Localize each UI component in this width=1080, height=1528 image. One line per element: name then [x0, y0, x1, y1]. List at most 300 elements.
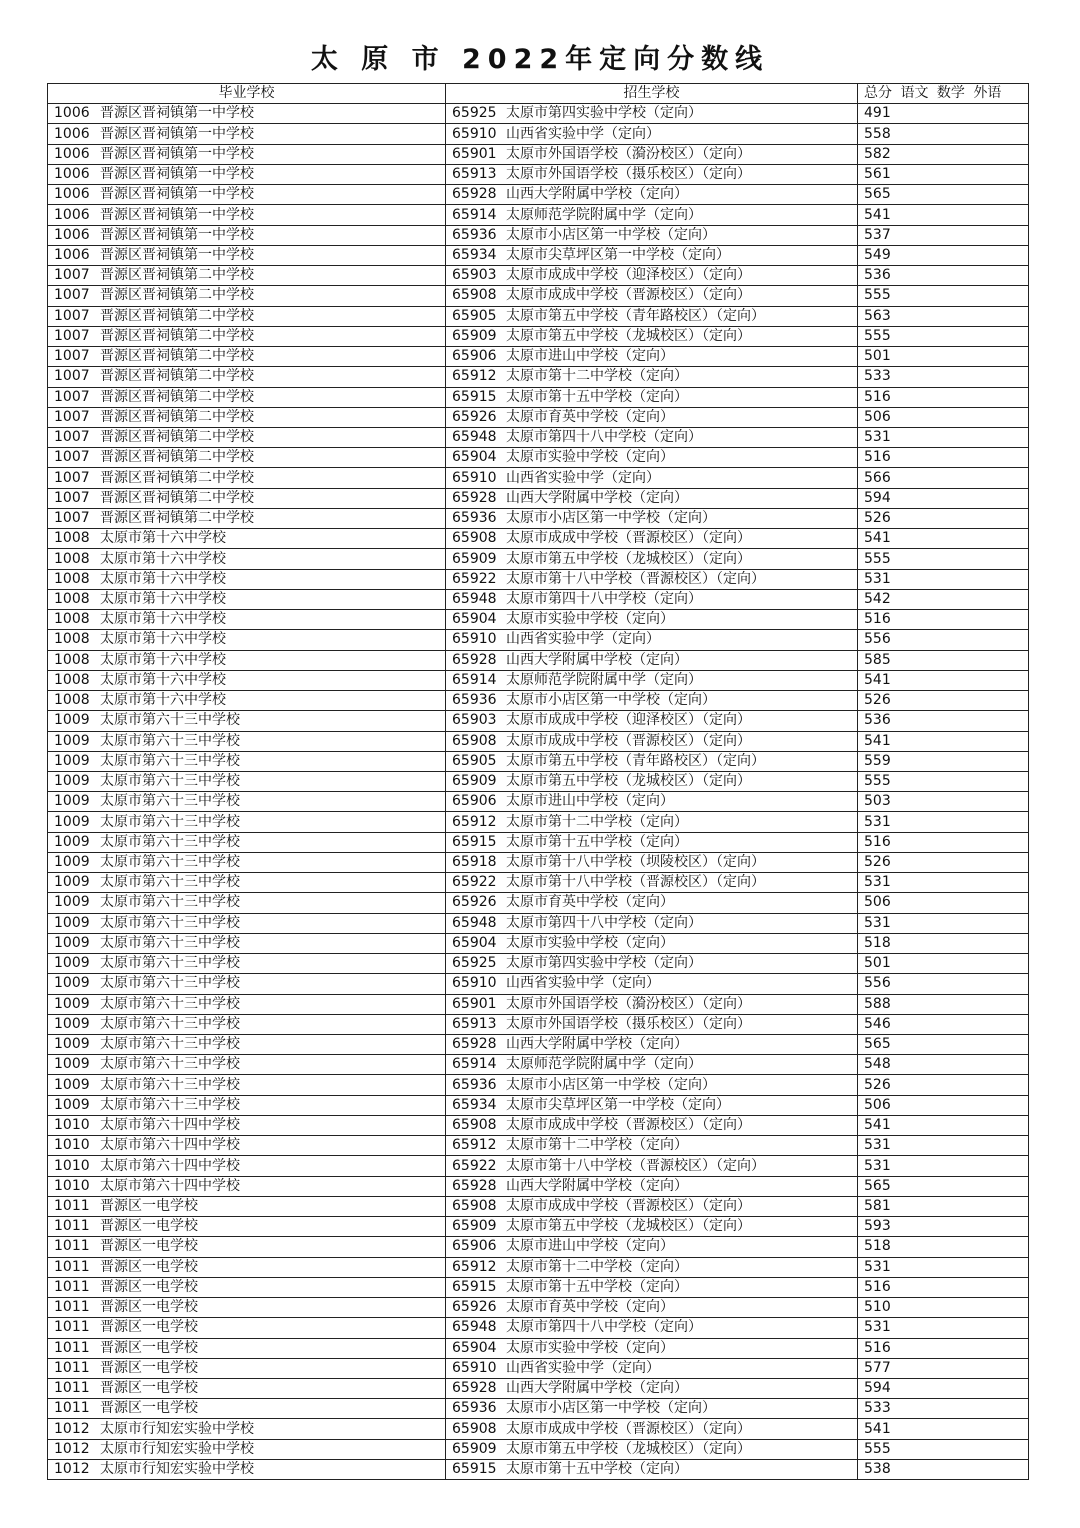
graduation-school-code: 1007 [54, 287, 90, 304]
admission-school-name: 太原市第四十八中学校（定向） [506, 590, 702, 607]
admission-school-name: 太原师范学院附属中学（定向） [506, 1056, 702, 1073]
total-score-cell: 516 [858, 610, 1029, 630]
graduation-school-name: 晋源区晋祠镇第二中学校 [100, 510, 254, 527]
graduation-school-cell [48, 630, 446, 650]
table-row [48, 448, 1029, 468]
total-score-cell: 541 [858, 529, 1029, 549]
admission-school-code: 65928 [452, 651, 497, 668]
graduation-school-code: 1006 [54, 166, 90, 183]
admission-school-cell [446, 711, 858, 731]
total-score-cell: 565 [858, 185, 1029, 205]
graduation-school-cell [48, 286, 446, 306]
graduation-school-name: 太原市第六十三中学校 [100, 793, 240, 810]
admission-school-code: 65925 [452, 955, 497, 972]
graduation-school-code: 1006 [54, 246, 90, 263]
total-score-cell: 518 [858, 933, 1029, 953]
graduation-school-name: 晋源区晋祠镇第二中学校 [100, 489, 254, 506]
total-score-cell: 549 [858, 245, 1029, 265]
graduation-school-cell [48, 205, 446, 225]
admission-school-code: 65922 [452, 874, 497, 891]
graduation-school-code: 1009 [54, 793, 90, 810]
table-body [48, 104, 1029, 1480]
total-score-cell: 531 [858, 873, 1029, 893]
total-score-cell: 561 [858, 164, 1029, 184]
table-row [48, 367, 1029, 387]
table-row [48, 185, 1029, 205]
admission-school-cell [446, 873, 858, 893]
admission-school-cell [446, 1358, 858, 1378]
admission-school-cell [446, 1379, 858, 1399]
total-score-cell: 506 [858, 407, 1029, 427]
table-row [48, 1156, 1029, 1176]
admission-school-code: 65909 [452, 1218, 497, 1235]
admission-school-code: 65936 [452, 1400, 497, 1417]
graduation-school-code: 1007 [54, 348, 90, 365]
graduation-school-cell [48, 529, 446, 549]
table-row [48, 1196, 1029, 1216]
graduation-school-cell [48, 1379, 446, 1399]
table-row [48, 711, 1029, 731]
graduation-school-code: 1012 [54, 1461, 90, 1478]
graduation-school-name: 晋源区一电学校 [100, 1218, 198, 1235]
graduation-school-cell [48, 670, 446, 690]
total-score-cell: 541 [858, 1115, 1029, 1135]
admission-school-code: 65948 [452, 914, 497, 931]
graduation-school-name: 晋源区一电学校 [100, 1198, 198, 1214]
total-score-cell: 516 [858, 387, 1029, 407]
graduation-school-code: 1008 [54, 631, 90, 648]
table-row [48, 266, 1029, 286]
admission-school-code: 65906 [452, 793, 497, 810]
graduation-school-name: 晋源区晋祠镇第一中学校 [100, 186, 254, 203]
graduation-school-name: 太原市第六十三中学校 [100, 813, 240, 830]
admission-school-cell [446, 1115, 858, 1135]
graduation-school-code: 1007 [54, 388, 90, 405]
admission-school-code: 65910 [452, 125, 497, 142]
admission-school-name: 太原市成成中学校（晋源校区）（定向） [506, 732, 751, 749]
graduation-school-name: 太原市行知宏实验中学校 [100, 1440, 254, 1457]
admission-school-cell [446, 124, 858, 144]
graduation-school-code: 1007 [54, 449, 90, 466]
total-score-cell: 548 [858, 1055, 1029, 1075]
admission-school-cell [446, 1156, 858, 1176]
graduation-school-cell [48, 1318, 446, 1338]
admission-school-cell [446, 1035, 858, 1055]
table-row [48, 873, 1029, 893]
admission-school-name: 太原市外国语学校（摄乐校区）（定向） [506, 1015, 751, 1032]
graduation-school-code: 1008 [54, 611, 90, 628]
admission-school-name: 太原市成成中学校（晋源校区）（定向） [506, 1198, 751, 1214]
graduation-school-name: 太原市第六十三中学校 [100, 914, 240, 931]
total-score-cell: 531 [858, 1136, 1029, 1156]
total-score-cell: 593 [858, 1217, 1029, 1237]
admission-school-cell [446, 326, 858, 346]
admission-school-code: 65928 [452, 1177, 497, 1194]
admission-school-name: 山西省实验中学（定向） [506, 1359, 660, 1376]
table-row [48, 407, 1029, 427]
admission-school-cell [446, 1318, 858, 1338]
graduation-school-name: 晋源区一电学校 [100, 1380, 198, 1397]
table-row [48, 286, 1029, 306]
graduation-school-code: 1008 [54, 590, 90, 607]
table-row [48, 1298, 1029, 1318]
graduation-school-cell [48, 1459, 446, 1479]
table-row [48, 1338, 1029, 1358]
graduation-school-code: 1011 [54, 1258, 90, 1275]
admission-school-code: 65918 [452, 854, 497, 871]
graduation-school-code: 1009 [54, 854, 90, 871]
graduation-school-name: 太原市第十六中学校 [100, 692, 226, 709]
graduation-school-code: 1011 [54, 1319, 90, 1336]
table-row [48, 144, 1029, 164]
table-row [48, 306, 1029, 326]
table-row [48, 933, 1029, 953]
graduation-school-name: 晋源区晋祠镇第二中学校 [100, 388, 254, 405]
admission-school-name: 太原市成成中学校（晋源校区）（定向） [506, 530, 751, 547]
admission-school-code: 65948 [452, 590, 497, 607]
admission-school-code: 65906 [452, 1238, 497, 1255]
table-row [48, 1095, 1029, 1115]
admission-school-name: 太原市第五中学校（青年路校区）（定向） [506, 752, 765, 769]
admission-school-code: 65948 [452, 1319, 497, 1336]
graduation-school-name: 晋源区晋祠镇第二中学校 [100, 307, 254, 324]
total-score-cell: 531 [858, 1318, 1029, 1338]
graduation-school-code: 1009 [54, 975, 90, 992]
graduation-school-cell [48, 974, 446, 994]
total-score-cell: 565 [858, 1176, 1029, 1196]
table-row [48, 1399, 1029, 1419]
table-row [48, 1439, 1029, 1459]
table-row [48, 1237, 1029, 1257]
graduation-school-cell [48, 1176, 446, 1196]
admission-school-name: 太原市成成中学校（迎泽校区）（定向） [506, 712, 751, 729]
graduation-school-name: 太原市第六十四中学校 [100, 1177, 240, 1194]
admission-school-name: 太原市第十二中学校（定向） [506, 813, 688, 830]
graduation-school-cell [48, 266, 446, 286]
admission-school-code: 65910 [452, 975, 497, 992]
graduation-school-code: 1012 [54, 1420, 90, 1437]
admission-school-code: 65915 [452, 388, 497, 405]
graduation-school-name: 太原市第十六中学校 [100, 611, 226, 628]
graduation-school-cell [48, 347, 446, 367]
admission-school-cell [446, 1399, 858, 1419]
graduation-school-name: 太原市第六十三中学校 [100, 1096, 240, 1113]
graduation-school-code: 1008 [54, 550, 90, 567]
admission-school-code: 65912 [452, 813, 497, 830]
table-row [48, 1318, 1029, 1338]
table-row [48, 852, 1029, 872]
table-row [48, 812, 1029, 832]
table-row [48, 1277, 1029, 1297]
admission-school-name: 太原市实验中学校（定向） [506, 934, 674, 951]
graduation-school-cell [48, 691, 446, 711]
total-score-cell: 501 [858, 347, 1029, 367]
graduation-school-cell [48, 852, 446, 872]
total-score-cell: 566 [858, 468, 1029, 488]
graduation-school-name: 晋源区一电学校 [100, 1278, 198, 1295]
total-score-cell: 537 [858, 225, 1029, 245]
total-score-cell: 541 [858, 1419, 1029, 1439]
admission-school-cell [446, 1055, 858, 1075]
admission-school-cell [446, 1419, 858, 1439]
graduation-school-cell [48, 367, 446, 387]
graduation-school-code: 1007 [54, 469, 90, 486]
graduation-school-code: 1011 [54, 1238, 90, 1255]
table-row [48, 104, 1029, 124]
admission-school-name: 太原市育英中学校（定向） [506, 408, 674, 425]
graduation-school-code: 1010 [54, 1177, 90, 1194]
admission-school-cell [446, 913, 858, 933]
admission-school-name: 太原市外国语学校（摄乐校区）（定向） [506, 166, 751, 183]
graduation-school-name: 太原市第六十三中学校 [100, 934, 240, 951]
admission-school-name: 山西省实验中学（定向） [506, 975, 660, 992]
admission-school-code: 65914 [452, 206, 497, 223]
admission-school-code: 65922 [452, 1157, 497, 1174]
admission-school-cell [446, 1217, 858, 1237]
graduation-school-code: 1009 [54, 732, 90, 749]
table-row [48, 1115, 1029, 1135]
graduation-school-name: 太原市第六十三中学校 [100, 874, 240, 891]
graduation-school-cell [48, 913, 446, 933]
admission-school-cell [446, 1014, 858, 1034]
admission-school-code: 65926 [452, 408, 497, 425]
table-row [48, 1075, 1029, 1095]
graduation-school-cell [48, 1419, 446, 1439]
graduation-school-name: 晋源区晋祠镇第一中学校 [100, 206, 254, 223]
admission-school-cell [446, 893, 858, 913]
graduation-school-name: 太原市第十六中学校 [100, 590, 226, 607]
admission-school-code: 65913 [452, 166, 497, 183]
graduation-school-cell [48, 1136, 446, 1156]
admission-school-code: 65908 [452, 732, 497, 749]
graduation-school-name: 晋源区晋祠镇第二中学校 [100, 327, 254, 344]
graduation-school-name: 太原市第六十三中学校 [100, 773, 240, 790]
graduation-school-code: 1008 [54, 651, 90, 668]
admission-school-code: 65903 [452, 712, 497, 729]
graduation-school-name: 太原市第六十三中学校 [100, 1015, 240, 1032]
admission-school-name: 山西大学附属中学校（定向） [506, 651, 688, 668]
table-row [48, 1014, 1029, 1034]
admission-school-code: 65936 [452, 692, 497, 709]
admission-school-cell [446, 589, 858, 609]
admission-school-name: 太原市外国语学校（漪汾校区）（定向） [506, 145, 751, 162]
total-score-cell: 555 [858, 1439, 1029, 1459]
graduation-school-name: 太原市第六十三中学校 [100, 1076, 240, 1093]
graduation-school-code: 1011 [54, 1339, 90, 1356]
graduation-school-name: 太原市第六十四中学校 [100, 1117, 240, 1134]
admission-school-name: 太原市第十八中学校（晋源校区）（定向） [506, 570, 765, 587]
graduation-school-name: 太原市行知宏实验中学校 [100, 1420, 254, 1437]
graduation-school-name: 太原市第六十三中学校 [100, 975, 240, 992]
admission-school-cell [446, 1095, 858, 1115]
admission-school-cell [446, 771, 858, 791]
table-row [48, 1358, 1029, 1378]
admission-school-code: 65914 [452, 1056, 497, 1073]
graduation-school-code: 1006 [54, 226, 90, 243]
admission-school-name: 山西大学附属中学校（定向） [506, 489, 688, 506]
total-score-cell: 577 [858, 1358, 1029, 1378]
admission-school-name: 山西省实验中学（定向） [506, 125, 660, 142]
admission-school-name: 太原市第十五中学校（定向） [506, 1278, 688, 1295]
admission-school-name: 太原市小店区第一中学校（定向） [506, 226, 716, 243]
table-row [48, 1459, 1029, 1479]
graduation-school-cell [48, 185, 446, 205]
graduation-school-name: 太原市第十六中学校 [100, 530, 226, 547]
table-row [48, 1035, 1029, 1055]
graduation-school-cell [48, 771, 446, 791]
admission-school-cell [446, 1075, 858, 1095]
graduation-school-name: 晋源区晋祠镇第二中学校 [100, 287, 254, 304]
admission-school-cell [446, 670, 858, 690]
graduation-school-cell [48, 610, 446, 630]
graduation-school-code: 1007 [54, 408, 90, 425]
graduation-school-cell [48, 488, 446, 508]
admission-school-name: 太原市第十八中学校（晋源校区）（定向） [506, 1157, 765, 1174]
admission-school-name: 太原师范学院附属中学（定向） [506, 206, 702, 223]
graduation-school-name: 晋源区晋祠镇第二中学校 [100, 469, 254, 486]
admission-school-code: 65908 [452, 1420, 497, 1437]
total-score-cell: 594 [858, 1379, 1029, 1399]
admission-school-cell [446, 144, 858, 164]
table-row [48, 569, 1029, 589]
admission-school-name: 太原市第四十八中学校（定向） [506, 1319, 702, 1336]
total-score-cell: 559 [858, 751, 1029, 771]
graduation-school-name: 太原市第六十三中学校 [100, 1056, 240, 1073]
total-score-cell: 582 [858, 144, 1029, 164]
graduation-school-code: 1012 [54, 1440, 90, 1457]
admission-school-name: 太原市第四实验中学校（定向） [506, 105, 702, 122]
total-score-cell: 555 [858, 549, 1029, 569]
graduation-school-code: 1010 [54, 1157, 90, 1174]
graduation-school-cell [48, 1358, 446, 1378]
total-score-cell: 516 [858, 448, 1029, 468]
admission-school-code: 65908 [452, 1117, 497, 1134]
graduation-school-code: 1007 [54, 429, 90, 446]
table-row [48, 650, 1029, 670]
table-row [48, 974, 1029, 994]
admission-school-name: 太原市尖草坪区第一中学校（定向） [506, 246, 730, 263]
admission-school-cell [446, 488, 858, 508]
graduation-school-code: 1010 [54, 1137, 90, 1154]
graduation-school-name: 太原市第六十三中学校 [100, 894, 240, 911]
admission-school-cell [446, 1136, 858, 1156]
graduation-school-name: 晋源区一电学校 [100, 1339, 198, 1356]
graduation-school-code: 1008 [54, 671, 90, 688]
graduation-school-name: 晋源区晋祠镇第一中学校 [100, 246, 254, 263]
graduation-school-cell [48, 306, 446, 326]
admission-school-code: 65904 [452, 449, 497, 466]
admission-school-name: 太原市小店区第一中学校（定向） [506, 510, 716, 527]
graduation-school-code: 1007 [54, 267, 90, 284]
graduation-school-code: 1010 [54, 1117, 90, 1134]
total-score-cell: 565 [858, 1035, 1029, 1055]
graduation-school-name: 晋源区晋祠镇第一中学校 [100, 166, 254, 183]
graduation-school-name: 太原市第六十三中学校 [100, 712, 240, 729]
admission-school-code: 65903 [452, 267, 497, 284]
admission-school-code: 65934 [452, 1096, 497, 1113]
admission-school-name: 太原市成成中学校（晋源校区）（定向） [506, 1117, 751, 1134]
admission-school-code: 65948 [452, 429, 497, 446]
total-score-cell: 531 [858, 913, 1029, 933]
graduation-school-name: 晋源区一电学校 [100, 1258, 198, 1275]
header-graduation-school: 毕业学校 [48, 84, 446, 104]
total-score-cell: 526 [858, 1075, 1029, 1095]
table-row [48, 994, 1029, 1014]
graduation-school-name: 晋源区一电学校 [100, 1319, 198, 1336]
admission-school-cell [446, 387, 858, 407]
total-score-cell: 531 [858, 1156, 1029, 1176]
admission-school-code: 65904 [452, 934, 497, 951]
total-score-cell: 516 [858, 832, 1029, 852]
graduation-school-name: 太原市第十六中学校 [100, 570, 226, 587]
graduation-school-code: 1009 [54, 1015, 90, 1032]
admission-school-cell [446, 994, 858, 1014]
admission-school-code: 65901 [452, 995, 497, 1012]
graduation-school-code: 1009 [54, 773, 90, 790]
table-row [48, 1217, 1029, 1237]
table-row [48, 589, 1029, 609]
admission-school-code: 65925 [452, 105, 497, 122]
graduation-school-cell [48, 448, 446, 468]
graduation-school-cell [48, 589, 446, 609]
total-score-cell: 585 [858, 650, 1029, 670]
graduation-school-name: 晋源区晋祠镇第二中学校 [100, 348, 254, 365]
graduation-school-code: 1009 [54, 955, 90, 972]
total-score-cell: 555 [858, 326, 1029, 346]
admission-school-cell [446, 529, 858, 549]
table-row [48, 1055, 1029, 1075]
total-score-cell: 516 [858, 1338, 1029, 1358]
graduation-school-code: 1006 [54, 186, 90, 203]
table-row [48, 832, 1029, 852]
admission-school-cell [446, 245, 858, 265]
table-row [48, 954, 1029, 974]
graduation-school-code: 1011 [54, 1400, 90, 1417]
admission-school-code: 65908 [452, 530, 497, 547]
total-score-cell: 538 [858, 1459, 1029, 1479]
total-score-cell: 546 [858, 1014, 1029, 1034]
admission-school-code: 65922 [452, 570, 497, 587]
admission-school-cell [446, 427, 858, 447]
admission-school-code: 65909 [452, 327, 497, 344]
graduation-school-name: 太原市第六十三中学校 [100, 752, 240, 769]
graduation-school-name: 太原市第六十三中学校 [100, 995, 240, 1012]
graduation-school-cell [48, 387, 446, 407]
admission-school-cell [446, 468, 858, 488]
admission-school-code: 65936 [452, 510, 497, 527]
graduation-school-code: 1009 [54, 833, 90, 850]
graduation-school-code: 1006 [54, 145, 90, 162]
graduation-school-code: 1009 [54, 1096, 90, 1113]
admission-school-code: 65926 [452, 894, 497, 911]
admission-school-name: 太原市成成中学校（迎泽校区）（定向） [506, 267, 751, 284]
table-row [48, 771, 1029, 791]
graduation-school-name: 晋源区晋祠镇第二中学校 [100, 267, 254, 284]
admission-school-code: 65912 [452, 368, 497, 385]
score-table [47, 83, 1029, 1480]
admission-school-name: 太原市进山中学校（定向） [506, 793, 674, 810]
graduation-school-code: 1008 [54, 692, 90, 709]
total-score-cell: 558 [858, 124, 1029, 144]
admission-school-code: 65904 [452, 1339, 497, 1356]
admission-school-code: 65928 [452, 186, 497, 203]
graduation-school-name: 太原市第十六中学校 [100, 671, 226, 688]
admission-school-cell [446, 1439, 858, 1459]
graduation-school-name: 太原市第十六中学校 [100, 631, 226, 648]
graduation-school-cell [48, 1298, 446, 1318]
graduation-school-code: 1006 [54, 125, 90, 142]
admission-school-code: 65904 [452, 611, 497, 628]
